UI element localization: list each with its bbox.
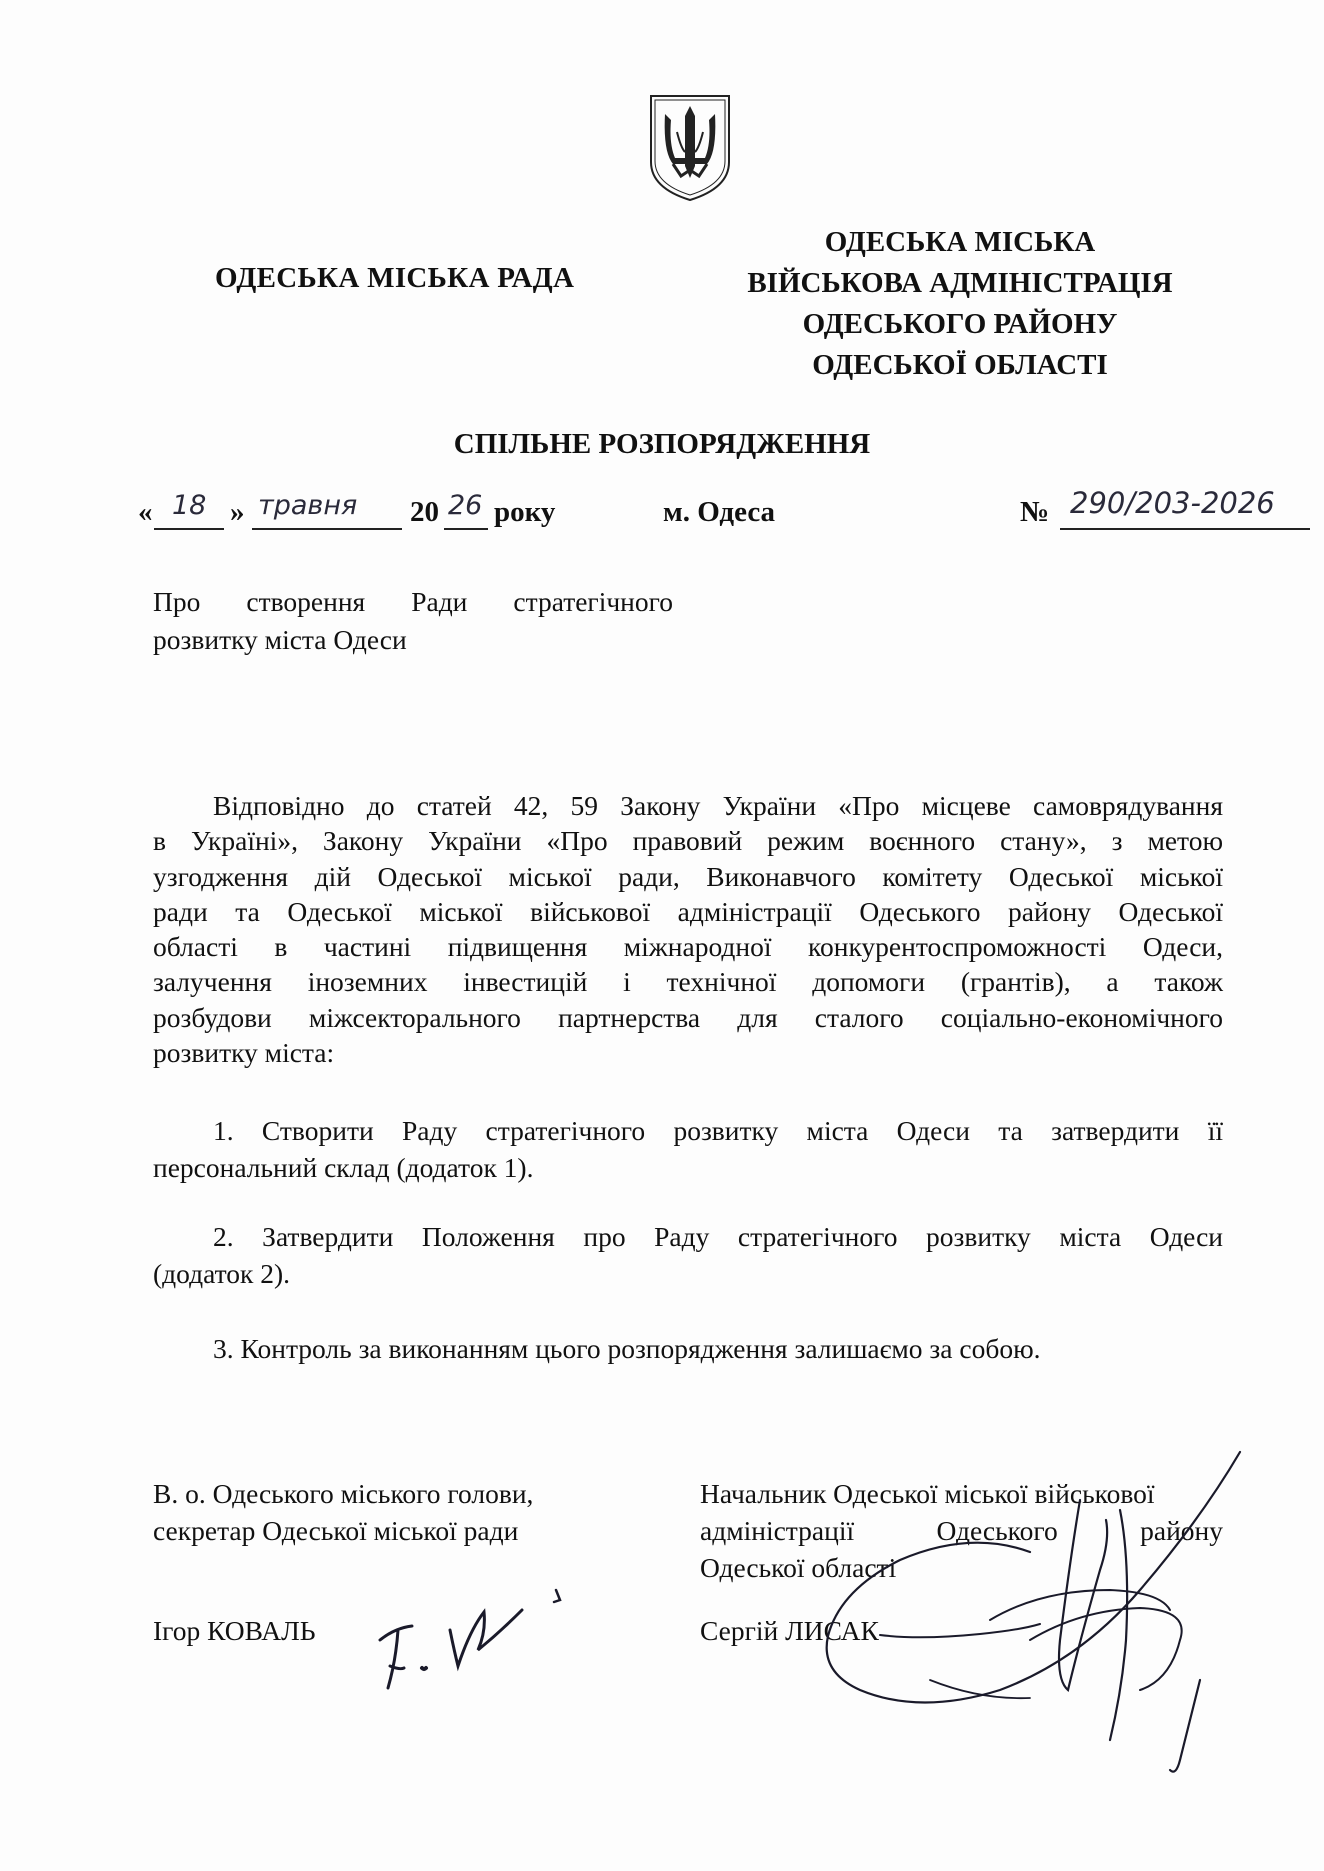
subject-word: Ради (411, 586, 468, 617)
document-subject (153, 583, 673, 659)
signatory-left-name: Ігор КОВАЛЬ (153, 1615, 316, 1646)
subject-word: створення (246, 586, 366, 617)
quote-open: « (138, 496, 153, 528)
signatory-right-name: Сергій ЛИСАК (700, 1615, 879, 1646)
order-item-line: персональний склад (додаток 1). (153, 1152, 534, 1183)
trident-coat-of-arms-icon (645, 92, 735, 204)
preamble-line: розбудови міжсекторального партнерства для сталого соціально-економічного (153, 1001, 1223, 1033)
signatory-title-line: адміністрації Одеського району (700, 1515, 1223, 1546)
number-sign: № (1020, 496, 1050, 528)
preamble-paragraph (153, 788, 1223, 1070)
signatory-left-title (153, 1475, 533, 1549)
issuer-line: ОДЕСЬКОГО РАЙОНУ (802, 308, 1118, 340)
date-month: травня (258, 490, 358, 521)
date-year-prefix: 20 (410, 496, 439, 528)
subject-word: Про (153, 586, 201, 617)
issuer-line: ОДЕСЬКА МІСЬКА (824, 226, 1096, 258)
signatory-right-title (700, 1475, 1223, 1586)
subject-line-2: розвитку міста Одеси (153, 624, 407, 655)
subject-line-1 (153, 583, 673, 621)
signatory-title-line: В. о. Одеського міського голови, (153, 1478, 534, 1509)
issue-city: м. Одеса (663, 496, 776, 528)
issuer-line: ОДЕСЬКОЇ ОБЛАСТІ (812, 349, 1108, 381)
document-type-title: СПІЛЬНЕ РОЗПОРЯДЖЕННЯ (453, 428, 871, 460)
date-number-line (138, 486, 1318, 540)
signatory-title-line: секретар Одеської міської ради (153, 1515, 519, 1546)
preamble-line: залучення іноземних інвестицій і технічної допомоги (грантів), а також (153, 966, 1223, 998)
order-item-2 (153, 1218, 1223, 1292)
date-year-suffix: 26 (448, 490, 483, 521)
document-number: 290/203-2026 (1070, 486, 1275, 520)
signatory-title-line: Одеської області (700, 1552, 897, 1583)
issuer-city-council: ОДЕСЬКА МІСЬКА РАДА (215, 262, 575, 294)
subject-word: стратегічного (513, 586, 673, 617)
preamble-line: узгодження дій Одеської міської ради, Виконавчого комітету Одеської міської (153, 860, 1223, 892)
order-item-1 (153, 1112, 1223, 1186)
issuer-line: ВІЙСЬКОВА АДМІНІСТРАЦІЯ (747, 267, 1173, 299)
signatory-title-line: Начальник Одеської міської військової (700, 1478, 1155, 1509)
order-item-line: 3. Контроль за виконанням цього розпорядження залишаємо за собою. (213, 1333, 1041, 1364)
preamble-line: області в частині підвищення міжнародної конкурентоспроможності Одеси, (153, 931, 1223, 963)
quote-close: » (230, 496, 245, 528)
order-item-line: (додаток 2). (153, 1258, 291, 1289)
preamble-line: ради та Одеської міської військової адміністрації Одеського району Одеської (153, 895, 1223, 927)
date-year-word: року (494, 496, 556, 528)
order-item-3 (153, 1330, 1223, 1367)
order-item-line: 2. Затвердити Положення про Раду стратегічного розвитку міста Одеси (213, 1221, 1223, 1252)
date-day: 18 (172, 490, 207, 521)
preamble-line: в Україні», Закону України «Про правовий режим воєнного стану», з метою (153, 825, 1223, 857)
preamble-line: розвитку міста: (153, 1037, 335, 1069)
signature-left-image (360, 1570, 580, 1700)
preamble-line: Відповідно до статей 42, 59 Закону України «Про місцеве самоврядування (213, 790, 1223, 821)
issuer-military-administration (725, 222, 1195, 386)
order-item-line: 1. Створити Раду стратегічного розвитку міста Одеси та затвердити її (213, 1115, 1223, 1146)
